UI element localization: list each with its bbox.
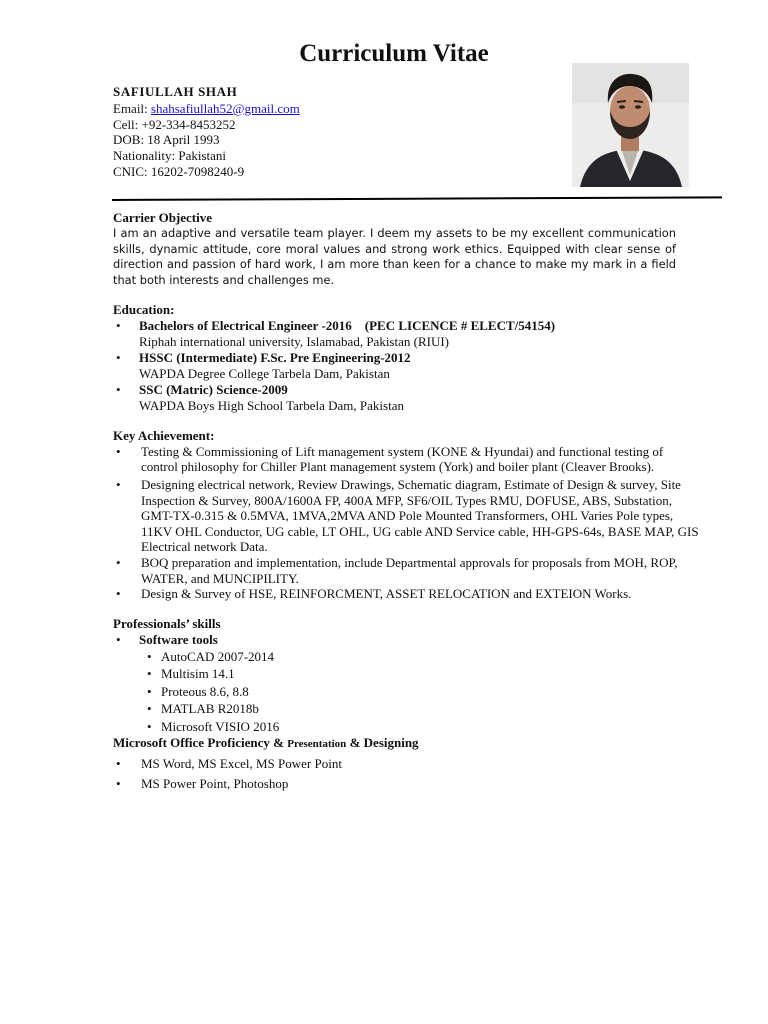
achievements-list — [113, 444, 703, 602]
office-heading-part: & — [346, 735, 364, 751]
objective-text: I am an adaptive and versatile team player. I deem my assets to be my excellent communication skills, dynamic attitude, core moral values and strong work ethics. Equipped with clear sense of direction and passion of hard work, I am more than keen for a chance to make my mark in a field that both interests and challenges me. — [113, 226, 676, 287]
education-list — [113, 318, 703, 413]
software-item: • Proteous 8.6, 8.8 — [147, 683, 703, 701]
office-item: • MS Power Point, Photoshop — [113, 774, 703, 794]
page-title: Curriculum Vitae — [299, 40, 489, 67]
achievement-item: • BOQ preparation and implementation, include Departmental approvals for proposals from MOH, ROP, WATER, and MUNCIPILITY. — [113, 555, 701, 586]
candidate-name: SAFIULLAH SHAH — [113, 84, 238, 99]
skills-list — [113, 632, 703, 736]
software-tools-item — [113, 632, 703, 736]
software-item: • MATLAB R2018b — [147, 700, 703, 718]
office-heading-part: Microsoft Office Proficiency & — [113, 735, 288, 751]
cell-line: Cell: +92-334-8453252 — [113, 116, 236, 132]
education-school: WAPDA Boys High School Tarbela Dam, Pakistan — [139, 397, 404, 413]
education-degree: • SSC (Matric) Science-2009 — [139, 382, 288, 397]
office-item: • MS Word, MS Excel, MS Power Point — [113, 754, 703, 774]
portrait-image — [572, 63, 689, 187]
education-degree: • HSSC (Intermediate) F.Sc. Pre Engineering-2012 — [139, 350, 411, 366]
education-school: WAPDA Degree College Tarbela Dam, Pakistan — [139, 366, 390, 382]
email-line — [113, 101, 300, 117]
software-list — [113, 648, 703, 736]
achievement-item: • Testing & Commissioning of Lift management system (KONE & Hyundai) and functional testing of control philosophy for Chiller Plant management system (York) and boiler plant (Cleaver Brooks). — [113, 444, 701, 475]
office-heading-part: Presentation — [287, 738, 347, 751]
personal-details — [113, 84, 300, 180]
nationality-line: Nationality: Pakistani — [113, 148, 227, 164]
education-school: Riphah international university, Islamabad, Pakistan (RIUI) — [139, 334, 450, 350]
dob-line: DOB: 18 April 1993 — [113, 132, 220, 148]
objective-heading: Carrier Objective — [113, 210, 213, 225]
education-item — [113, 350, 703, 382]
cv-body — [113, 210, 703, 794]
software-item: • Multisim 14.1 — [147, 665, 703, 683]
email-label: Email: — [113, 100, 151, 116]
achievements-heading: Key Achievement: — [113, 427, 215, 443]
software-tools-label: • Software tools — [139, 631, 218, 647]
cnic-line: CNIC: 16202-7098240-9 — [113, 163, 245, 179]
achievement-item: • Designing electrical network, Review Drawings, Schematic diagram, Estimate of Design & survey, Site Inspection & Survey, 800A/1600A FP, 400A MFP, SF6/OIL Types RMU, DOFUSE, ABS, Substation, GMT-TX-0.315 & 0.5MVA, 1MVA,2MVA AND Pole Mounted Transformers, OHL Varies Pole types, 11KV OHL Conductor, UG cable, LT OHL, UG cable AND Service cable, HH-GPS-64s, BASE MAP, GIS Electrical network Data. — [113, 477, 701, 555]
header-divider — [112, 196, 722, 201]
education-item — [113, 382, 703, 414]
achievement-item: • Design & Survey of HSE, REINFORCMENT, ASSET RELOCATION and EXTEION Works. — [113, 586, 701, 602]
education-degree: • Bachelors of Electrical Engineer -2016 (PEC LICENCE # ELECT/54154) — [139, 318, 556, 334]
profile-photo — [572, 63, 689, 187]
email-link[interactable]: shahsafiullah52@gmail.com — [150, 100, 300, 116]
skills-heading: Professionals’ skills — [113, 615, 221, 631]
office-list — [113, 754, 703, 794]
software-item: • AutoCAD 2007-2014 — [147, 648, 703, 666]
education-heading: Education: — [113, 302, 175, 318]
software-item: • Microsoft VISIO 2016 — [147, 718, 703, 736]
education-item — [113, 318, 703, 350]
office-heading — [113, 735, 703, 752]
office-heading-part: Designing — [363, 735, 419, 751]
